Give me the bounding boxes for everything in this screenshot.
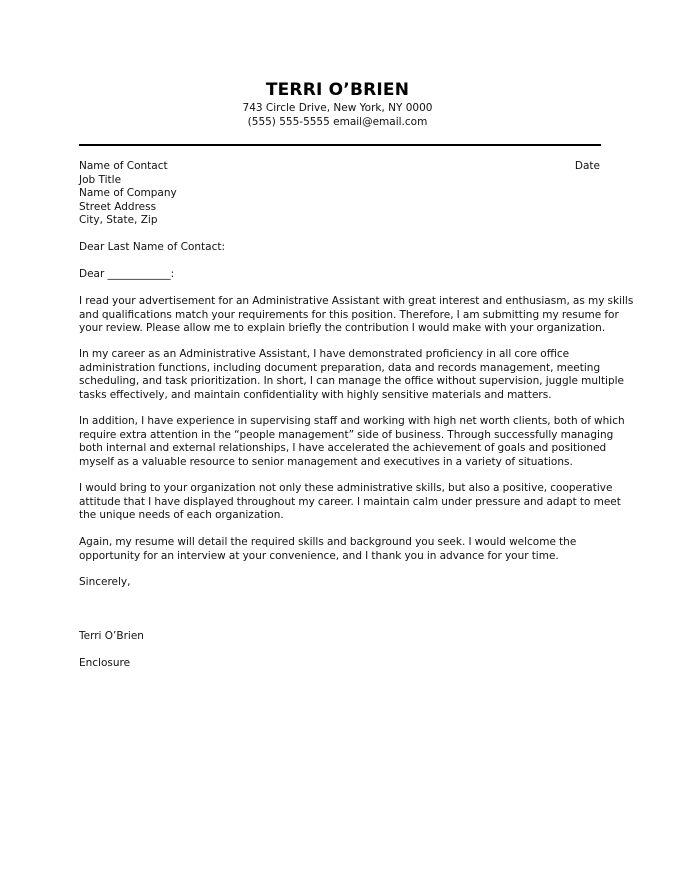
recipient-block: [79, 160, 602, 228]
sender-name: TERRI O’BRIEN: [265, 80, 410, 100]
paragraph-line: both internal and external relationships, I have accelerated the achievement of goals and positioned: [79, 442, 607, 454]
header-divider: [79, 144, 601, 146]
paragraph-line: attitude that I have displayed throughout my career. I maintain calm under pressure and adapt to meet: [79, 495, 621, 508]
paragraph-line: scheduling, and task prioritization. In short, I can manage the office without supervision, juggle multiple: [79, 375, 625, 387]
paragraph-line: In my career as an Administrative Assistant, I have demonstrated proficiency in all core office: [79, 348, 570, 360]
letter-date: Date: [574, 160, 600, 172]
paragraph-line: administration functions, including document preparation, data and records management, meeting: [79, 361, 601, 374]
paragraph-line: and qualifications match your requirements for this position. Therefore, I am submitting my resume for: [79, 308, 619, 321]
paragraph-line: your review. Please allow me to explain briefly the contribution I would make with your organization.: [79, 322, 606, 334]
recipient-name: Name of Contact: [79, 160, 168, 172]
sender-contact: (555) 555-5555 email@email.com: [247, 116, 428, 128]
signature-name: Terri O’Brien: [79, 630, 144, 642]
paragraph-line: I read your advertisement for an Administrative Assistant with great interest and enthusiasm, as my skills: [79, 295, 634, 307]
closing: Sincerely,: [79, 576, 131, 588]
recipient-street: Street Address: [79, 200, 157, 213]
paragraph-line: the unique needs of each organization.: [79, 509, 284, 521]
paragraph-line: opportunity for an interview at your convenience, and I thank you in advance for your time.: [79, 549, 559, 562]
salutation-blank: Dear ____________:: [79, 268, 175, 280]
paragraph-4: [79, 482, 621, 523]
paragraph-line: tasks effectively, and maintain confidentiality with highly sensitive materials and matters.: [79, 388, 552, 401]
paragraph-line: myself as a valuable resource to senior management and executives in a variety of situations.: [79, 455, 573, 468]
recipient-city: City, State, Zip: [79, 214, 158, 226]
recipient-company: Name of Company: [79, 187, 177, 199]
letterhead: [0, 80, 680, 129]
sender-address: 743 Circle Drive, New York, NY 0000: [242, 102, 433, 114]
paragraph-1: [79, 295, 634, 336]
paragraph-line: require extra attention in the “people management” side of business. Through successfully managing: [79, 428, 614, 441]
paragraph-line: Again, my resume will detail the required skills and background you seek. I would welcome the: [79, 536, 577, 548]
paragraph-line: I would bring to your organization not only these administrative skills, but also a positive, cooperative: [79, 482, 613, 494]
recipient-title: Job Title: [79, 173, 122, 186]
paragraph-2: [79, 348, 625, 402]
salutation-formal: Dear Last Name of Contact:: [79, 241, 226, 253]
paragraph-3: [79, 415, 625, 469]
enclosure-note: Enclosure: [79, 657, 131, 669]
paragraph-5: [79, 536, 602, 563]
paragraph-line: In addition, I have experience in supervising staff and working with high net worth clients, both of which: [79, 415, 625, 427]
